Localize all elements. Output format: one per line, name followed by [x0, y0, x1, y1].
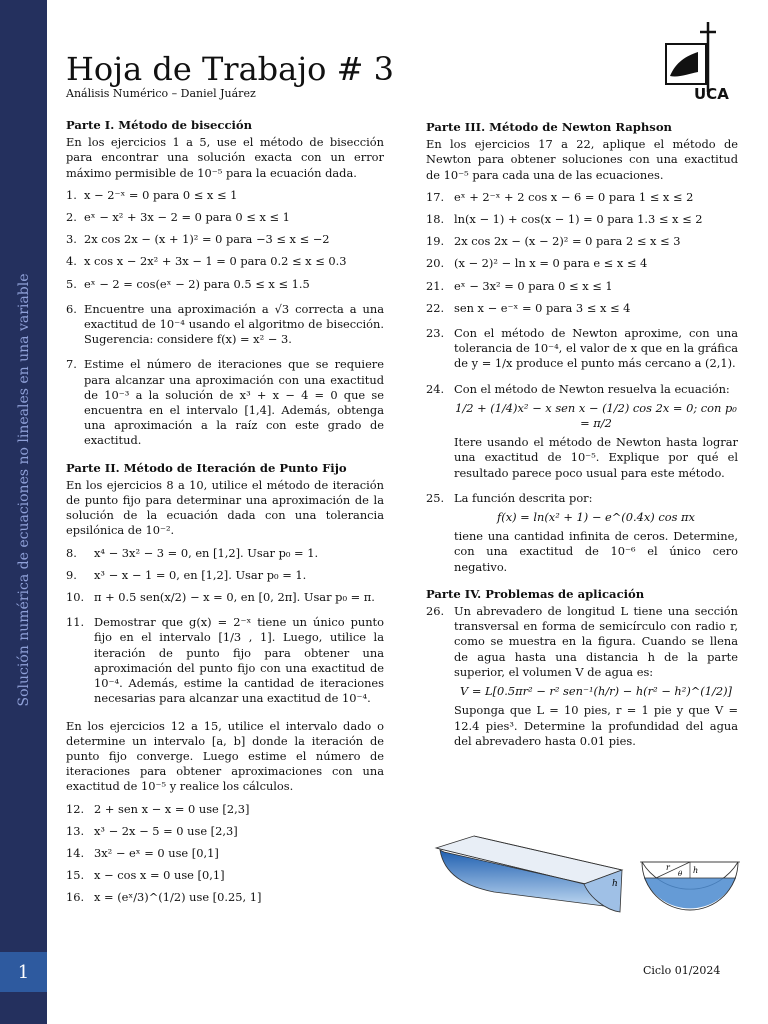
exercise-text: 2x cos 2x − (x + 1)² = 0 para −3 ≤ x ≤ −2: [84, 232, 330, 247]
exercise-item: [426, 326, 738, 372]
exercise-text: Con el método de Newton aproxime, con una tolerancia de 10⁻⁴, el valor de x que en la gráfica de y = 1/x produce el punto más cercano a (2,1).: [454, 326, 738, 371]
exercise-number: 15.: [66, 868, 85, 883]
exercise-26-text: Un abrevadero de longitud L tiene una sección transversal en forma de semicírculo con radio r, como se muestra en la figura. Cuando se llena de agua hasta una distancia h de la parte superior, el volumen V de agua es:: [454, 604, 738, 679]
exercise-number: 14.: [66, 845, 85, 860]
exercise-25: [426, 491, 738, 575]
part2-list2: [66, 802, 384, 906]
exercise-text: 3x² − eˣ = 0 use [0,1]: [94, 845, 219, 860]
exercise-item: [426, 234, 738, 249]
part3-intro: En los ejercicios 17 a 22, aplique el método de Newton para obtener soluciones con una exactitud de 10⁻⁵ para cada una de las ecuaciones.: [426, 137, 738, 182]
exercise-item: [66, 188, 384, 203]
exercise-text: Demostrar que g(x) = 2⁻ˣ tiene un único punto fijo en el intervalo [1/3 , 1]. Luego, utilice la iteración de punto fijo para obtener una aproximación del punto fijo con una exactitud de 10⁻⁴. Además, estime la cantidad de iteraciones necesarias para alcanzar una exactitud de 10⁻⁴.: [94, 615, 384, 706]
figure-label-theta: θ: [678, 870, 683, 878]
exercise-number: 20.: [426, 256, 445, 271]
exercise-text: eˣ + 2⁻ˣ + 2 cos x − 6 = 0 para 1 ≤ x ≤ 2: [454, 189, 694, 204]
logo-text: UCA: [694, 85, 729, 103]
exercise-item: [66, 590, 384, 605]
exercise-item: [426, 301, 738, 316]
exercise-text: Estime el número de iteraciones que se requiere para alcanzar una aproximación con una exactitud de 10⁻³ a la solución de x³ + x − 4 = 0 que se encuentra en el intervalo [1,4]. Además, obtenga una aproximación a la raíz con este grado de exactitud.: [84, 357, 384, 448]
exercise-number: 21.: [426, 278, 445, 293]
exercise-item: [66, 254, 384, 269]
page-subtitle: Análisis Numérico – Daniel Juárez: [66, 87, 256, 100]
exercise-number: 12.: [66, 801, 85, 816]
exercise-item: [66, 802, 384, 817]
exercise-text: x cos x − 2x² + 3x − 1 = 0 para 0.2 ≤ x ≤ 0.3: [84, 254, 347, 269]
exercise-number: 1.: [66, 187, 77, 202]
page-title: Hoja de Trabajo # 3: [66, 50, 394, 88]
exercise-number: 22.: [426, 300, 445, 315]
cross-section: [640, 862, 740, 910]
exercise-text: x⁴ − 3x² − 3 = 0, en [1,2]. Usar p₀ = 1.: [94, 545, 319, 560]
exercise-item: [426, 256, 738, 271]
part2-list: [66, 546, 384, 707]
exercise-24-equation: 1/2 + (1/4)x² − x sen x − (1/2) cos 2x = 0; con p₀ = π/2: [455, 400, 737, 431]
exercise-text: 2 + sen x − x = 0 use [2,3]: [94, 801, 250, 816]
exercise-24-text: Con el método de Newton resuelva la ecuación:: [454, 381, 730, 396]
exercise-text: x − 2⁻ˣ = 0 para 0 ≤ x ≤ 1: [84, 187, 238, 202]
exercise-number: 18.: [426, 212, 445, 227]
exercise-item: [66, 846, 384, 861]
exercise-number: 24.: [426, 381, 445, 396]
exercise-item: [66, 277, 384, 292]
figure-label-h2: h: [693, 866, 699, 875]
exercise-item: [426, 279, 738, 294]
exercise-number: 6.: [66, 301, 77, 316]
exercise-text: eˣ − 2 = cos(eˣ − 2) para 0.5 ≤ x ≤ 1.5: [84, 276, 310, 291]
exercise-26: [426, 604, 738, 749]
exercise-24: [426, 382, 738, 481]
exercise-number: 4.: [66, 254, 77, 269]
exercise-number: 5.: [66, 276, 77, 291]
exercise-item: [66, 546, 384, 561]
exercise-text: eˣ − 3x² = 0 para 0 ≤ x ≤ 1: [454, 278, 613, 293]
exercise-item: [66, 568, 384, 583]
footer-cycle: Ciclo 01/2024: [643, 964, 721, 977]
exercise-item: [66, 357, 384, 448]
part2-intro2: En los ejercicios 12 a 15, utilice el intervalo dado o determine un intervalo [a, b] donde la iteración de punto fijo converge. Luego estime el número de iteraciones para obtener aproximaciones con una exactitud de 10⁻⁵ y realice los cálculos.: [66, 718, 384, 794]
exercise-number: 7.: [66, 357, 77, 372]
page-number: 1: [17, 962, 30, 983]
part2-heading: Parte II. Método de Iteración de Punto Fijo: [66, 460, 347, 475]
exercise-text: 2x cos 2x − (x − 2)² = 0 para 2 ≤ x ≤ 3: [454, 234, 681, 249]
part1-intro: En los ejercicios 1 a 5, use el método de bisección para encontrar una solución exacta con un error máximo permisible de 10⁻⁵ para la ecuación dada.: [66, 135, 384, 180]
exercise-text: x³ − x − 1 = 0, en [1,2]. Usar p₀ = 1.: [94, 567, 307, 582]
exercise-number: 3.: [66, 232, 77, 247]
exercise-number: 17.: [426, 189, 445, 204]
sidebar-title: Solución numérica de ecuaciones no lineales en una variable: [16, 273, 32, 707]
exercise-25-tail: tiene una cantidad infinita de ceros. Determine, con una exactitud de 10⁻⁶ el único cero negativo.: [454, 529, 738, 574]
exercise-item: [66, 824, 384, 839]
exercise-number: 13.: [66, 823, 85, 838]
exercise-item: [426, 190, 738, 205]
exercise-number: 9.: [66, 567, 77, 582]
part3-heading: Parte III. Método de Newton Raphson: [426, 120, 672, 134]
exercise-item: [66, 232, 384, 247]
part1-heading: Parte I. Método de bisección: [66, 118, 253, 132]
exercise-25-equation: f(x) = ln(x² + 1) − e^(0.4x) cos πx: [497, 510, 695, 525]
exercise-number: 26.: [426, 604, 445, 619]
part4-heading: Parte IV. Problemas de aplicación: [426, 586, 645, 601]
exercise-text: ln(x − 1) + cos(x − 1) = 0 para 1.3 ≤ x ≤ 2: [454, 212, 703, 227]
exercise-number: 23.: [426, 326, 445, 341]
exercise-number: 25.: [426, 490, 445, 505]
exercise-item: [426, 212, 738, 227]
exercise-text: x³ − 2x − 5 = 0 use [2,3]: [94, 823, 238, 838]
exercise-text: (x − 2)² − ln x = 0 para e ≤ x ≤ 4: [454, 256, 648, 271]
exercise-text: sen x − e⁻ˣ = 0 para 3 ≤ x ≤ 4: [454, 300, 631, 315]
part2-intro: En los ejercicios 8 a 10, utilice el método de iteración de punto fijo para determinar una aproximación de la solución de la ecuación dada con una tolerancia epsilónica de 10⁻².: [66, 477, 384, 538]
exercise-item: [66, 210, 384, 225]
exercise-number: 16.: [66, 890, 85, 905]
exercise-text: π + 0.5 sen(x/2) − x = 0, en [0, 2π]. Usar p₀ = π.: [94, 590, 375, 605]
exercise-number: 10.: [66, 590, 85, 605]
part3-list: [426, 190, 738, 372]
exercise-26-tail: Suponga que L = 10 pies, r = 1 pie y que V = 12.4 pies³. Determine la profundidad del agua del abrevadero hasta 0.01 pies.: [454, 703, 738, 748]
trough-3d: [436, 836, 622, 912]
left-column: [66, 118, 384, 906]
exercise-25-text: La función descrita por:: [454, 490, 593, 505]
exercise-26-equation: V = L[0.5πr² − r² sen⁻¹(h/r) − h(r² − h²)^(1/2)]: [460, 684, 732, 699]
right-column: [426, 120, 738, 749]
exercise-number: 19.: [426, 234, 445, 249]
exercise-text: Encuentre una aproximación a √3 correcta a una exactitud de 10⁻⁴ usando el algoritmo de bisección. Sugerencia: considere f(x) = x² − 3.: [84, 301, 384, 347]
figure-label-r: r: [666, 863, 670, 872]
exercise-text: eˣ − x² + 3x − 2 = 0 para 0 ≤ x ≤ 1: [84, 210, 290, 225]
figure-label-h1: h: [612, 879, 618, 889]
exercise-text: x = (eˣ/3)^(1/2) use [0.25, 1]: [94, 890, 262, 905]
exercise-item: [66, 868, 384, 883]
exercise-item: [66, 615, 384, 706]
exercise-text: x − cos x = 0 use [0,1]: [94, 868, 225, 883]
trough-figure: [434, 826, 746, 921]
exercise-number: 11.: [66, 615, 85, 630]
exercise-number: 8.: [66, 545, 77, 560]
exercise-number: 2.: [66, 210, 77, 225]
uca-logo: [664, 22, 729, 103]
exercise-item: [66, 890, 384, 905]
part1-list: [66, 188, 384, 449]
exercise-24-tail: Itere usando el método de Newton hasta lograr una exactitud de 10⁻⁵. Explique por qué el resultado parece poco usual para este método.: [454, 435, 738, 480]
exercise-item: [66, 302, 384, 348]
